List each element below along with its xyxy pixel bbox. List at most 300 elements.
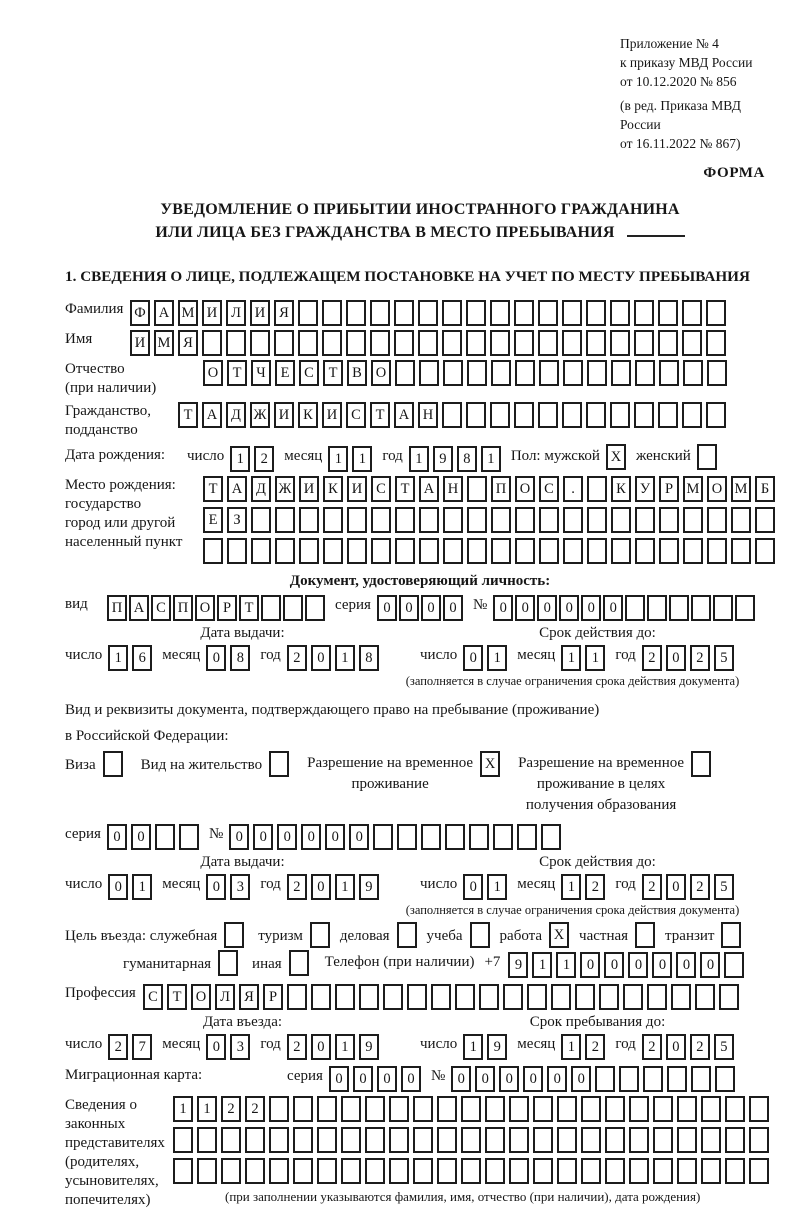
char-box[interactable] [719, 984, 739, 1010]
char-box[interactable]: 0 [580, 952, 600, 978]
char-box[interactable]: А [154, 300, 174, 326]
char-box[interactable] [706, 402, 726, 428]
char-box[interactable]: Д [251, 476, 271, 502]
char-box[interactable]: 0 [401, 1066, 421, 1092]
char-box[interactable]: 0 [206, 874, 226, 900]
char-box[interactable] [437, 1127, 457, 1153]
char-box[interactable] [299, 538, 319, 564]
char-box[interactable] [682, 330, 702, 356]
char-box[interactable] [629, 1127, 649, 1153]
char-box[interactable]: А [419, 476, 439, 502]
char-box[interactable]: 0 [206, 645, 226, 671]
char-box[interactable] [563, 507, 583, 533]
char-box[interactable]: Т [167, 984, 187, 1010]
char-box[interactable] [274, 330, 294, 356]
char-box[interactable]: 9 [487, 1034, 507, 1060]
char-box[interactable]: К [298, 402, 318, 428]
char-box[interactable]: 2 [254, 446, 274, 472]
char-box[interactable]: 0 [107, 824, 127, 850]
char-box[interactable] [514, 330, 534, 356]
char-box[interactable] [322, 300, 342, 326]
char-box[interactable] [735, 595, 755, 621]
char-box[interactable] [293, 1158, 313, 1184]
char-box[interactable] [371, 507, 391, 533]
char-box[interactable]: 0 [475, 1066, 495, 1092]
char-box[interactable] [623, 984, 643, 1010]
char-box[interactable] [389, 1127, 409, 1153]
char-box[interactable]: 0 [523, 1066, 543, 1092]
char-box[interactable] [493, 824, 513, 850]
char-box[interactable] [466, 402, 486, 428]
char-box[interactable]: 3 [230, 1034, 250, 1060]
char-box[interactable] [479, 984, 499, 1010]
char-box[interactable]: 0 [421, 595, 441, 621]
char-box[interactable] [677, 1096, 697, 1122]
char-box[interactable]: 0 [652, 952, 672, 978]
char-box[interactable] [538, 330, 558, 356]
char-box[interactable] [669, 595, 689, 621]
char-box[interactable]: М [178, 300, 198, 326]
char-box[interactable]: 2 [585, 874, 605, 900]
char-box[interactable] [269, 1127, 289, 1153]
char-box[interactable] [647, 595, 667, 621]
char-box[interactable]: 5 [714, 1034, 734, 1060]
char-box[interactable]: 9 [359, 874, 379, 900]
char-box[interactable]: 0 [451, 1066, 471, 1092]
char-box[interactable] [341, 1127, 361, 1153]
char-box[interactable] [610, 402, 630, 428]
char-box[interactable]: 0 [311, 1034, 331, 1060]
char-box[interactable] [629, 1158, 649, 1184]
char-box[interactable]: Н [443, 476, 463, 502]
char-box[interactable] [299, 507, 319, 533]
char-box[interactable]: А [129, 595, 149, 621]
char-box[interactable] [467, 538, 487, 564]
char-box[interactable]: 9 [508, 952, 528, 978]
char-box[interactable]: 1 [335, 645, 355, 671]
char-box[interactable] [413, 1096, 433, 1122]
char-box[interactable] [383, 984, 403, 1010]
char-box[interactable]: 8 [230, 645, 250, 671]
char-box[interactable] [629, 1096, 649, 1122]
char-box[interactable]: 0 [311, 645, 331, 671]
char-box[interactable] [707, 507, 727, 533]
char-box[interactable]: О [515, 476, 535, 502]
char-box[interactable]: С [143, 984, 163, 1010]
char-box[interactable] [442, 300, 462, 326]
char-box[interactable]: М [154, 330, 174, 356]
char-box[interactable] [667, 1066, 687, 1092]
char-box[interactable] [467, 476, 487, 502]
char-box[interactable]: 0 [493, 595, 513, 621]
char-box[interactable] [394, 300, 414, 326]
edu-residence-checkbox[interactable] [691, 751, 711, 777]
char-box[interactable]: 0 [349, 824, 369, 850]
char-box[interactable]: Р [659, 476, 679, 502]
char-box[interactable]: 0 [463, 874, 483, 900]
char-box[interactable]: 0 [581, 595, 601, 621]
char-box[interactable] [515, 538, 535, 564]
char-box[interactable] [323, 538, 343, 564]
char-box[interactable] [491, 538, 511, 564]
char-box[interactable] [418, 330, 438, 356]
char-box[interactable]: Л [215, 984, 235, 1010]
char-box[interactable]: Р [263, 984, 283, 1010]
char-box[interactable]: 0 [666, 874, 686, 900]
char-box[interactable] [533, 1127, 553, 1153]
char-box[interactable]: И [250, 300, 270, 326]
char-box[interactable] [575, 984, 595, 1010]
char-box[interactable] [317, 1096, 337, 1122]
char-box[interactable] [563, 538, 583, 564]
char-box[interactable] [413, 1158, 433, 1184]
char-box[interactable] [587, 538, 607, 564]
char-box[interactable] [635, 538, 655, 564]
char-box[interactable]: 0 [443, 595, 463, 621]
char-box[interactable] [595, 1066, 615, 1092]
char-box[interactable]: Я [274, 300, 294, 326]
char-box[interactable]: 8 [359, 645, 379, 671]
char-box[interactable] [731, 507, 751, 533]
char-box[interactable] [541, 824, 561, 850]
char-box[interactable]: 0 [537, 595, 557, 621]
char-box[interactable]: 1 [335, 874, 355, 900]
char-box[interactable]: Т [239, 595, 259, 621]
char-box[interactable]: 0 [559, 595, 579, 621]
char-box[interactable] [421, 824, 441, 850]
char-box[interactable]: З [227, 507, 247, 533]
char-box[interactable]: 0 [301, 824, 321, 850]
char-box[interactable]: О [203, 360, 223, 386]
char-box[interactable] [245, 1158, 265, 1184]
char-box[interactable] [371, 538, 391, 564]
char-box[interactable] [261, 595, 281, 621]
char-box[interactable] [389, 1158, 409, 1184]
char-box[interactable]: И [322, 402, 342, 428]
char-box[interactable]: И [299, 476, 319, 502]
char-box[interactable] [221, 1158, 241, 1184]
char-box[interactable] [485, 1127, 505, 1153]
char-box[interactable]: И [130, 330, 150, 356]
char-box[interactable]: С [371, 476, 391, 502]
char-box[interactable] [562, 402, 582, 428]
char-box[interactable] [365, 1158, 385, 1184]
char-box[interactable]: Т [323, 360, 343, 386]
char-box[interactable] [491, 507, 511, 533]
char-box[interactable] [586, 402, 606, 428]
char-box[interactable]: 2 [690, 874, 710, 900]
char-box[interactable] [347, 507, 367, 533]
char-box[interactable] [635, 360, 655, 386]
char-box[interactable] [725, 1127, 745, 1153]
char-box[interactable]: 1 [556, 952, 576, 978]
char-box[interactable] [490, 330, 510, 356]
char-box[interactable] [706, 300, 726, 326]
char-box[interactable]: А [202, 402, 222, 428]
char-box[interactable] [653, 1158, 673, 1184]
visa-checkbox[interactable] [103, 751, 123, 777]
char-box[interactable]: 0 [206, 1034, 226, 1060]
char-box[interactable] [683, 507, 703, 533]
char-box[interactable] [562, 300, 582, 326]
char-box[interactable] [305, 595, 325, 621]
char-box[interactable] [419, 538, 439, 564]
char-box[interactable] [490, 402, 510, 428]
char-box[interactable] [557, 1158, 577, 1184]
char-box[interactable]: П [107, 595, 127, 621]
char-box[interactable] [250, 330, 270, 356]
char-box[interactable] [394, 330, 414, 356]
char-box[interactable] [619, 1066, 639, 1092]
char-box[interactable] [509, 1127, 529, 1153]
char-box[interactable] [725, 1096, 745, 1122]
char-box[interactable] [587, 476, 607, 502]
char-box[interactable]: Я [178, 330, 198, 356]
char-box[interactable] [677, 1127, 697, 1153]
char-box[interactable]: Т [395, 476, 415, 502]
char-box[interactable]: О [707, 476, 727, 502]
char-box[interactable]: С [346, 402, 366, 428]
char-box[interactable]: 2 [287, 874, 307, 900]
char-box[interactable] [293, 1096, 313, 1122]
char-box[interactable]: 0 [547, 1066, 567, 1092]
char-box[interactable] [437, 1096, 457, 1122]
char-box[interactable]: Ф [130, 300, 150, 326]
char-box[interactable] [611, 360, 631, 386]
char-box[interactable] [245, 1127, 265, 1153]
char-box[interactable] [197, 1158, 217, 1184]
char-box[interactable] [701, 1158, 721, 1184]
char-box[interactable] [202, 330, 222, 356]
char-box[interactable]: 2 [642, 874, 662, 900]
char-box[interactable]: 7 [132, 1034, 152, 1060]
char-box[interactable]: Л [226, 300, 246, 326]
purpose-private-checkbox[interactable] [635, 922, 655, 948]
char-box[interactable] [586, 330, 606, 356]
char-box[interactable] [397, 824, 417, 850]
char-box[interactable] [643, 1066, 663, 1092]
char-box[interactable]: 1 [173, 1096, 193, 1122]
char-box[interactable] [671, 984, 691, 1010]
char-box[interactable]: 3 [230, 874, 250, 900]
char-box[interactable] [221, 1127, 241, 1153]
char-box[interactable] [269, 1158, 289, 1184]
char-box[interactable] [515, 507, 535, 533]
char-box[interactable]: 0 [325, 824, 345, 850]
char-box[interactable] [461, 1127, 481, 1153]
char-box[interactable] [755, 507, 775, 533]
char-box[interactable]: 1 [132, 874, 152, 900]
char-box[interactable]: К [611, 476, 631, 502]
char-box[interactable] [749, 1127, 769, 1153]
char-box[interactable] [469, 824, 489, 850]
char-box[interactable]: Д [226, 402, 246, 428]
temp-residence-checkbox[interactable]: X [480, 751, 500, 777]
char-box[interactable] [610, 330, 630, 356]
char-box[interactable] [485, 1158, 505, 1184]
char-box[interactable] [395, 538, 415, 564]
char-box[interactable] [706, 330, 726, 356]
char-box[interactable]: Т [203, 476, 223, 502]
char-box[interactable] [691, 1066, 711, 1092]
char-box[interactable] [725, 1158, 745, 1184]
char-box[interactable] [509, 1158, 529, 1184]
char-box[interactable]: 8 [457, 446, 477, 472]
char-box[interactable]: 2 [108, 1034, 128, 1060]
char-box[interactable] [407, 984, 427, 1010]
char-box[interactable] [443, 507, 463, 533]
char-box[interactable]: 0 [676, 952, 696, 978]
char-box[interactable] [610, 300, 630, 326]
char-box[interactable]: . [563, 476, 583, 502]
char-box[interactable]: 0 [329, 1066, 349, 1092]
char-box[interactable] [445, 824, 465, 850]
char-box[interactable]: 2 [245, 1096, 265, 1122]
char-box[interactable]: О [191, 984, 211, 1010]
char-box[interactable] [293, 1127, 313, 1153]
purpose-transit-checkbox[interactable] [721, 922, 741, 948]
char-box[interactable] [514, 402, 534, 428]
char-box[interactable] [563, 360, 583, 386]
char-box[interactable] [586, 300, 606, 326]
char-box[interactable] [251, 538, 271, 564]
char-box[interactable] [317, 1158, 337, 1184]
char-box[interactable]: С [151, 595, 171, 621]
char-box[interactable] [466, 330, 486, 356]
char-box[interactable]: 0 [515, 595, 535, 621]
char-box[interactable]: Ж [275, 476, 295, 502]
char-box[interactable]: 9 [359, 1034, 379, 1060]
char-box[interactable] [509, 1096, 529, 1122]
char-box[interactable]: 0 [499, 1066, 519, 1092]
char-box[interactable] [611, 507, 631, 533]
char-box[interactable] [269, 1096, 289, 1122]
char-box[interactable] [370, 300, 390, 326]
char-box[interactable] [365, 1096, 385, 1122]
char-box[interactable] [715, 1066, 735, 1092]
purpose-tourism-checkbox[interactable] [310, 922, 330, 948]
char-box[interactable]: 2 [642, 1034, 662, 1060]
char-box[interactable] [724, 952, 744, 978]
char-box[interactable]: Е [203, 507, 223, 533]
char-box[interactable]: С [299, 360, 319, 386]
char-box[interactable] [203, 538, 223, 564]
char-box[interactable] [625, 595, 645, 621]
purpose-study-checkbox[interactable] [470, 922, 490, 948]
char-box[interactable]: И [347, 476, 367, 502]
char-box[interactable] [659, 538, 679, 564]
char-box[interactable] [731, 538, 751, 564]
char-box[interactable] [533, 1158, 553, 1184]
char-box[interactable] [419, 360, 439, 386]
char-box[interactable]: А [394, 402, 414, 428]
char-box[interactable] [395, 360, 415, 386]
char-box[interactable] [467, 360, 487, 386]
char-box[interactable] [605, 1096, 625, 1122]
char-box[interactable] [557, 1127, 577, 1153]
char-box[interactable] [635, 507, 655, 533]
char-box[interactable] [587, 360, 607, 386]
char-box[interactable] [226, 330, 246, 356]
char-box[interactable] [503, 984, 523, 1010]
char-box[interactable]: Т [370, 402, 390, 428]
char-box[interactable] [659, 507, 679, 533]
char-box[interactable] [707, 538, 727, 564]
char-box[interactable] [346, 300, 366, 326]
char-box[interactable]: П [491, 476, 511, 502]
char-box[interactable]: 1 [463, 1034, 483, 1060]
char-box[interactable]: 5 [714, 645, 734, 671]
char-box[interactable] [551, 984, 571, 1010]
char-box[interactable]: 2 [221, 1096, 241, 1122]
char-box[interactable] [490, 300, 510, 326]
char-box[interactable] [298, 300, 318, 326]
char-box[interactable]: О [195, 595, 215, 621]
char-box[interactable]: 1 [487, 874, 507, 900]
purpose-other-checkbox[interactable] [289, 950, 309, 976]
char-box[interactable]: М [683, 476, 703, 502]
char-box[interactable]: Б [755, 476, 775, 502]
char-box[interactable] [395, 507, 415, 533]
char-box[interactable]: 0 [353, 1066, 373, 1092]
char-box[interactable] [557, 1096, 577, 1122]
char-box[interactable] [491, 360, 511, 386]
char-box[interactable]: Е [275, 360, 295, 386]
char-box[interactable] [227, 538, 247, 564]
char-box[interactable]: Т [227, 360, 247, 386]
char-box[interactable] [197, 1127, 217, 1153]
char-box[interactable]: Я [239, 984, 259, 1010]
char-box[interactable] [659, 360, 679, 386]
char-box[interactable] [179, 824, 199, 850]
char-box[interactable] [749, 1096, 769, 1122]
char-box[interactable]: Ч [251, 360, 271, 386]
char-box[interactable] [634, 330, 654, 356]
char-box[interactable] [581, 1158, 601, 1184]
char-box[interactable] [466, 300, 486, 326]
char-box[interactable] [461, 1158, 481, 1184]
char-box[interactable]: 1 [230, 446, 250, 472]
char-box[interactable] [682, 402, 702, 428]
char-box[interactable] [691, 595, 711, 621]
char-box[interactable] [485, 1096, 505, 1122]
char-box[interactable]: 2 [690, 1034, 710, 1060]
char-box[interactable] [346, 330, 366, 356]
char-box[interactable]: Н [418, 402, 438, 428]
char-box[interactable] [335, 984, 355, 1010]
char-box[interactable]: А [227, 476, 247, 502]
char-box[interactable] [658, 330, 678, 356]
char-box[interactable]: И [202, 300, 222, 326]
char-box[interactable]: 0 [277, 824, 297, 850]
char-box[interactable]: 0 [377, 595, 397, 621]
char-box[interactable] [634, 300, 654, 326]
char-box[interactable]: С [539, 476, 559, 502]
char-box[interactable] [467, 507, 487, 533]
char-box[interactable] [647, 984, 667, 1010]
char-box[interactable] [341, 1158, 361, 1184]
char-box[interactable] [658, 402, 678, 428]
char-box[interactable] [707, 360, 727, 386]
char-box[interactable]: 0 [253, 824, 273, 850]
char-box[interactable] [419, 507, 439, 533]
char-box[interactable]: 1 [197, 1096, 217, 1122]
char-box[interactable] [682, 300, 702, 326]
char-box[interactable]: 0 [229, 824, 249, 850]
char-box[interactable] [599, 984, 619, 1010]
char-box[interactable] [461, 1096, 481, 1122]
char-box[interactable] [442, 402, 462, 428]
